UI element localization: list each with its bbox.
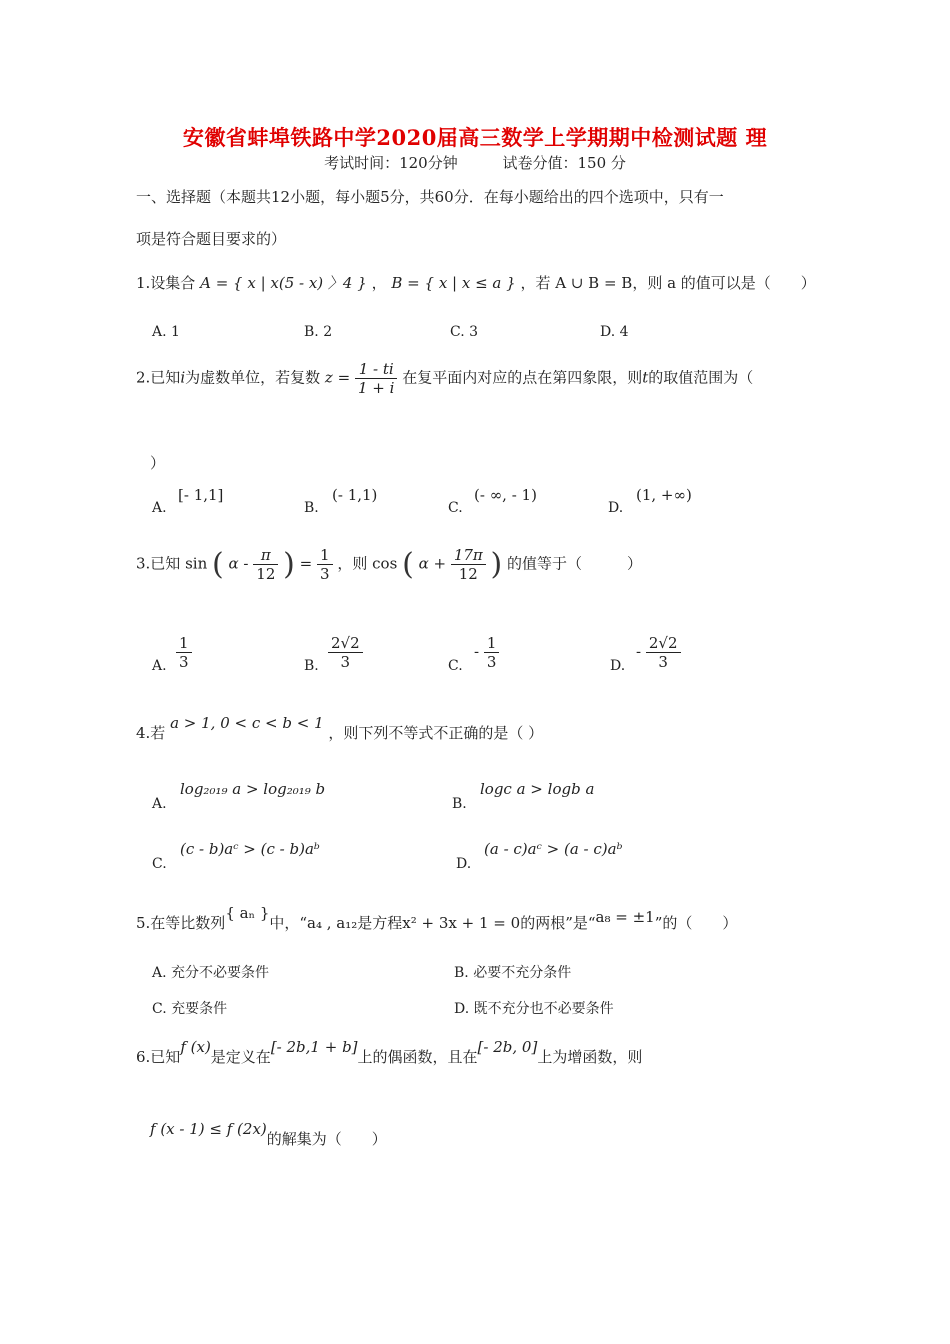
q5-condition: a₈ = ±1 [595,908,655,926]
q1-option-d: D. 4 [600,324,629,340]
q3-suffix: 的值等于（ ） [507,554,643,573]
q2-label-a: A. [152,500,167,516]
q3-value-d: - $\frac{2√2}{3}$ [636,634,681,671]
q5-mid: 中，“ [269,914,308,932]
q5-terms: a₄ , a₁₂ [307,914,358,932]
q2-t: t [642,368,649,387]
question-6-line2 [150,1120,387,1149]
q4-prefix: 4.若 [136,724,166,742]
exam-title: 安徽省蚌埠铁路中学2020届高三数学上学期期中检测试题 理 [182,125,768,150]
q3-cos: cos [372,554,398,573]
q2-fraction [355,360,397,397]
q1-set-b: B = { x | x ≤ a } [391,274,516,292]
q2-value-b: (- 1,1) [332,486,378,504]
q2-label-d: D. [608,500,624,516]
question-3: 3.已知 sin ( α - $\frac{\pi}{12}$ ) = $\frac{1}{3}$ ，则 cos ( α + $\frac{17\pi}{12}$ ) 的值等于（ ） [136,546,643,583]
q2-value-d: (1, +∞) [636,486,692,504]
question-1 [136,272,816,293]
q5-mid2: 是方程 [357,914,403,932]
section-heading-line2: 项是符合题目要求的） [136,230,287,248]
q6-suffix: 上为增函数，则 [537,1048,643,1066]
q3-label-d: D. [610,658,626,674]
q6-function: f (x) [180,1038,211,1056]
q5-sequence: { aₙ } [225,904,270,922]
q1-suffix: ，若 A ∪ B = B，则 a 的值可以是（ ） [520,274,816,292]
q2-value-a: [- 1,1] [178,486,224,504]
q3-mid: ，则 [337,554,368,573]
q2-prefix: 2.已知 [136,368,181,387]
q1-set-a: A = { x | x(5 - x) 〉4 } [200,274,367,292]
q4-value-a: log₂₀₁₉ a > log₂₀₁₉ b [180,780,326,798]
q1-sep: ， [371,274,387,292]
q2-numerator: 1 - ti [355,360,397,379]
q6-mid2: 上的偶函数，且在 [357,1048,478,1066]
question-5 [136,904,738,933]
q2-i: i [180,368,186,387]
q3-pi-fraction: $\frac{\pi}{12}$ [253,546,278,583]
q2-suffix2: 的取值范围为（ [648,368,754,387]
q4-value-c: (c - b)aᶜ > (c - b)aᵇ [180,840,320,858]
q1-prefix: 1.设集合 [136,274,196,292]
q4-condition: a > 1, 0 < c < b < 1 [170,714,324,732]
q5-option-b: B. 必要不充分条件 [454,965,572,981]
q3-alpha-minus: α - [228,554,249,573]
q1-option-a: A. 1 [152,324,180,340]
q6-inequality: f (x - 1) ≤ f (2x) [150,1120,267,1138]
q2-label-b: B. [304,500,319,516]
exam-subtitle [0,152,950,173]
q6-mid: 是定义在 [210,1048,271,1066]
q5-prefix: 5.在等比数列 [136,914,226,932]
q3-value-c: - $\frac{1}{3}$ [474,634,499,671]
q2-mid: 为虚数单位，若复数 [185,368,321,387]
q5-option-d: D. 既不充分也不必要条件 [454,1001,614,1017]
q4-suffix: ，则下列不等式不正确的是（ ） [328,724,544,742]
q5-option-c: C. 充要条件 [152,1001,228,1017]
q3-label-c: C. [448,658,463,674]
q5-equation: x² + 3x + 1 = 0 [402,914,521,932]
q3-alpha-plus: α + [418,554,447,573]
q5-suffix: ”的（ ） [654,914,738,932]
q4-value-b: logc a > logb a [480,780,595,798]
q4-label-b: B. [452,796,467,812]
q2-value-c: (- ∞, - 1) [474,486,537,504]
q3-value-b: $\frac{2√2}{3}$ [328,634,363,671]
q3-one-third: $\frac{1}{3}$ [317,546,333,583]
q4-label-c: C. [152,856,167,872]
section-heading-line1: 一、选择题（本题共12小题，每小题5分，共60分．在每小题给出的四个选项中，只有一 [136,188,724,206]
question-6 [136,1038,643,1067]
q4-label-a: A. [152,796,167,812]
q3-17pi-fraction: $\frac{17\pi}{12}$ [451,546,486,583]
q2-close-paren: ） [150,454,166,472]
q4-label-d: D. [456,856,472,872]
q6-tail: 的解集为（ ） [266,1130,387,1148]
q1-option-c: C. 3 [450,324,479,340]
q3-prefix: 3.已知 [136,554,181,573]
q2-z: z = [324,368,351,387]
q3-sin: sin [185,554,208,573]
q2-denominator: 1 + i [357,379,395,397]
q6-increasing-interval: [- 2b, 0] [477,1038,538,1056]
q6-domain: [- 2b,1 + b] [270,1038,358,1056]
q3-label-b: B. [304,658,319,674]
q4-value-d: (a - c)aᶜ > (a - c)aᵇ [484,840,623,858]
q2-label-c: C. [448,500,463,516]
exam-time: 考试时间：120分钟 [324,154,458,172]
exam-score: 试卷分值：150 分 [502,154,626,172]
q2-suffix: 在复平面内对应的点在第四象限，则 [402,368,643,387]
question-2 [136,360,753,397]
q3-label-a: A. [152,658,167,674]
q3-value-a: $\frac{1}{3}$ [176,634,192,671]
q5-mid3: 的两根”是“ [520,914,596,932]
question-4 [136,714,544,743]
q1-option-b: B. 2 [304,324,333,340]
q3-equals: = [299,554,313,573]
q5-option-a: A. 充分不必要条件 [152,965,270,981]
q6-prefix: 6.已知 [136,1048,181,1066]
